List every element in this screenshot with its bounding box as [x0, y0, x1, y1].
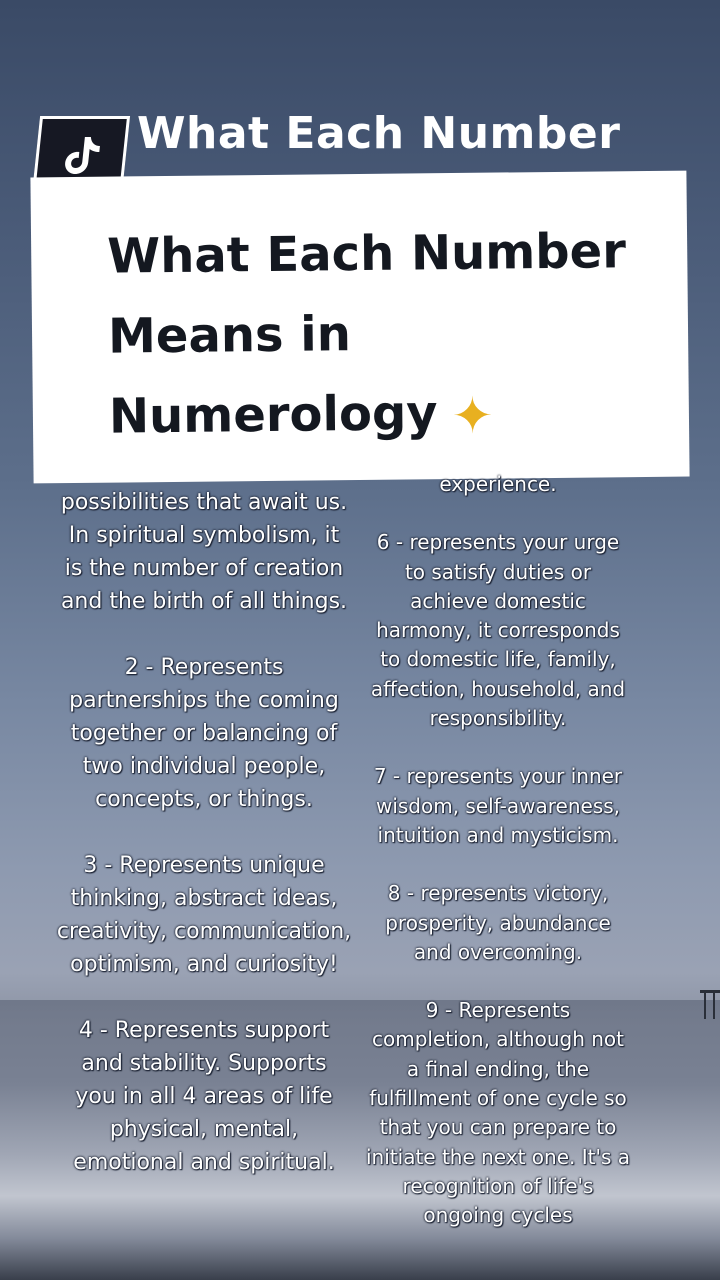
title-line-2: Means in: [107, 306, 352, 365]
title-text: [107, 211, 670, 460]
title-card: [30, 171, 689, 484]
title-line-3-text: Numerology: [108, 385, 438, 445]
left-paragraph-2: 2 - Represents partnerships the coming together or balancing of two individual people, concepts, or things.: [69, 655, 339, 812]
left-column: [48, 486, 360, 1179]
header-title: What Each Number: [137, 108, 621, 159]
right-paragraph-5-end: experience.: [439, 472, 557, 496]
left-paragraph-3: 3 - Represents unique thinking, abstract ideas, creativity, communication, optimism, and curiosity!: [56, 853, 352, 977]
right-column: [360, 470, 636, 1231]
right-paragraph-8: 8 - represents victory, prosperity, abundance and overcoming.: [385, 881, 611, 964]
left-paragraph-1: possibilities that await us. In spiritual symbolism, it is the number of creation and the birth of all things.: [60, 490, 348, 614]
title-line-3: [109, 371, 670, 460]
right-paragraph-7: 7 - represents your inner wisdom, self-awareness, intuition and mysticism.: [373, 764, 623, 847]
right-paragraph-6: 6 - represents your urge to satisfy duties or achieve domestic harmony, it corresponds to domestic life, family, affection, household, and responsibility.: [370, 530, 626, 731]
title-line-1: What Each Number: [106, 223, 627, 285]
pier-silhouette: [700, 990, 720, 1023]
right-paragraph-9: 9 - Represents completion, although not a final ending, the fulfillment of one cycle so that you can prepare to initiate the next one. It's a recognition of life's ongoing cycles: [366, 998, 630, 1228]
dizzy-star-icon: ✦: [451, 386, 494, 446]
tiktok-note-icon: [59, 133, 104, 177]
left-paragraph-4: 4 - Represents support and stability. Supports you in all 4 areas of life physical, mental, emotional and spiritual.: [73, 1018, 335, 1175]
